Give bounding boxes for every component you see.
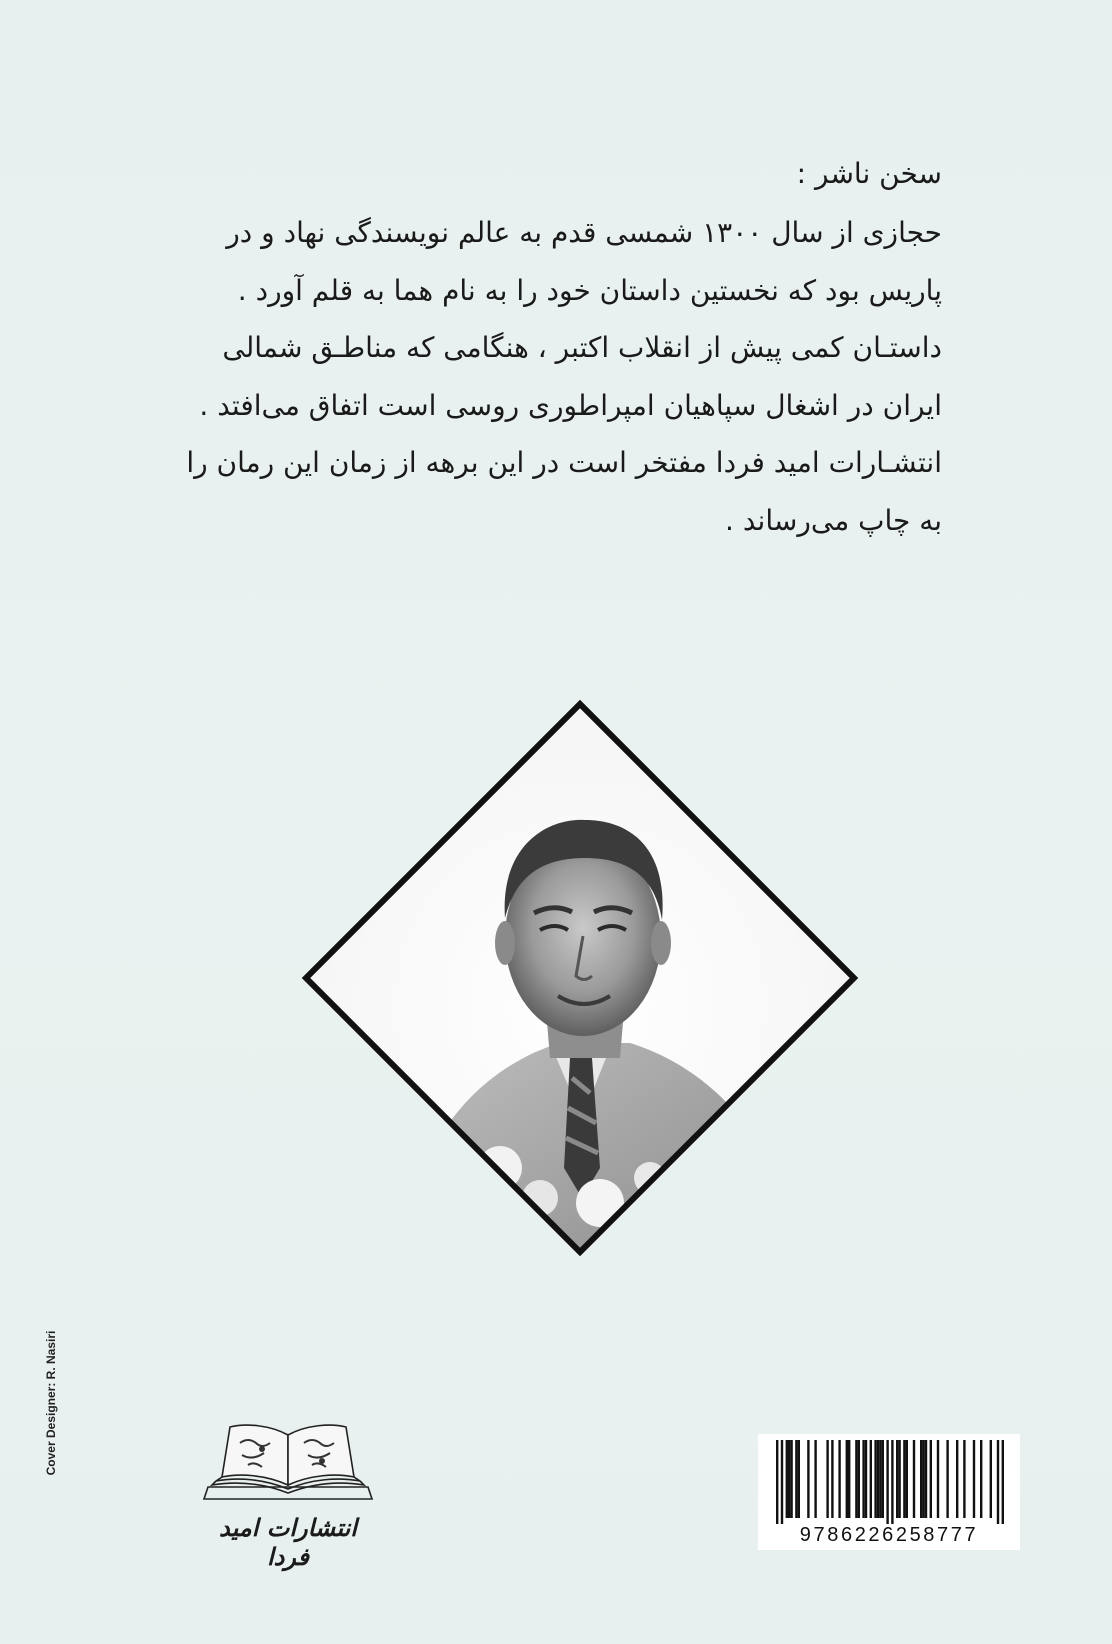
barcode-bar: [874, 1440, 876, 1518]
cover-designer-credit: [38, 1298, 64, 1508]
barcode-bar: [865, 1440, 867, 1518]
barcode-bar: [786, 1440, 788, 1518]
barcode-bar: [826, 1440, 828, 1518]
barcode-bar: [870, 1440, 872, 1518]
publisher-name: انتشارات امید فردا: [219, 1513, 357, 1571]
barcode-bar: [877, 1440, 879, 1518]
barcode-bar: [882, 1440, 884, 1518]
publisher-note-line: به چاپ می‌رساند .: [725, 503, 942, 537]
barcode-bar: [814, 1440, 816, 1518]
barcode-bar: [930, 1440, 932, 1518]
barcode-bar: [846, 1440, 848, 1518]
barcode-bar: [798, 1440, 800, 1518]
barcode-bar: [980, 1440, 982, 1518]
barcode-bar: [790, 1440, 792, 1518]
barcode-bar: [831, 1440, 833, 1518]
author-portrait-frame: [300, 698, 860, 1258]
barcode-bar: [906, 1440, 908, 1518]
barcode-bar: [807, 1440, 809, 1518]
barcode-bars: [758, 1434, 1020, 1526]
barcode-bar: [963, 1440, 965, 1518]
barcode-bar: [898, 1440, 900, 1518]
barcode-bar: [997, 1440, 999, 1524]
isbn-barcode: [758, 1434, 1020, 1550]
barcode-bar: [858, 1440, 860, 1518]
isbn-number: 9786226258777: [799, 1524, 979, 1546]
publisher-note-line: داستـان کمی پیش از انقلاب اکتبر ، هنگامی که مناطـق شمالی: [222, 331, 942, 364]
barcode-bar: [862, 1440, 864, 1518]
publisher-note: [186, 148, 942, 549]
barcode-bar: [795, 1440, 797, 1518]
barcode-bar: [937, 1440, 939, 1518]
barcode-bar: [838, 1440, 840, 1518]
barcode-bar: [781, 1440, 783, 1524]
barcode-bar: [920, 1440, 922, 1518]
publisher-note-line: حجازی از سال ۱۳۰۰ شمسی قدم به عالم نویسندگی نهاد و در: [226, 216, 942, 249]
barcode-bar: [903, 1440, 905, 1518]
barcode-bar: [879, 1440, 881, 1518]
barcode-bar: [776, 1440, 778, 1524]
cover-designer-text: Cover Designer: R. Nasiri: [44, 1330, 58, 1476]
barcode-bar: [922, 1440, 924, 1518]
barcode-bar: [973, 1440, 975, 1518]
publisher-note-line: ایران در اشغال سپاهیان امپراطوری روسی است اتفاق می‌افتد .: [199, 388, 942, 422]
publisher-note-line: انتشـارات امید فردا مفتخر است در این برهه از زمان این رمان را: [186, 446, 942, 479]
barcode-bar: [891, 1440, 893, 1524]
barcode-bar: [886, 1440, 888, 1524]
barcode-bar: [848, 1440, 850, 1518]
barcode-bar: [788, 1440, 790, 1518]
author-portrait: [300, 698, 860, 1258]
publisher-note-line: پاریس بود که نخستین داستان خود را به نام هما به قلم آورد .: [237, 273, 942, 307]
publisher-note-heading: سخن ناشر :: [796, 157, 942, 190]
publisher-logo: [200, 1415, 376, 1571]
barcode-bar: [946, 1440, 948, 1518]
barcode-bar: [1002, 1440, 1004, 1524]
barcode-bar: [925, 1440, 927, 1518]
barcode-bar: [956, 1440, 958, 1518]
barcode-bar: [896, 1440, 898, 1518]
barcode-bar: [855, 1440, 857, 1518]
barcode-bar: [990, 1440, 992, 1518]
open-book-icon: [200, 1415, 376, 1511]
barcode-bar: [913, 1440, 915, 1518]
